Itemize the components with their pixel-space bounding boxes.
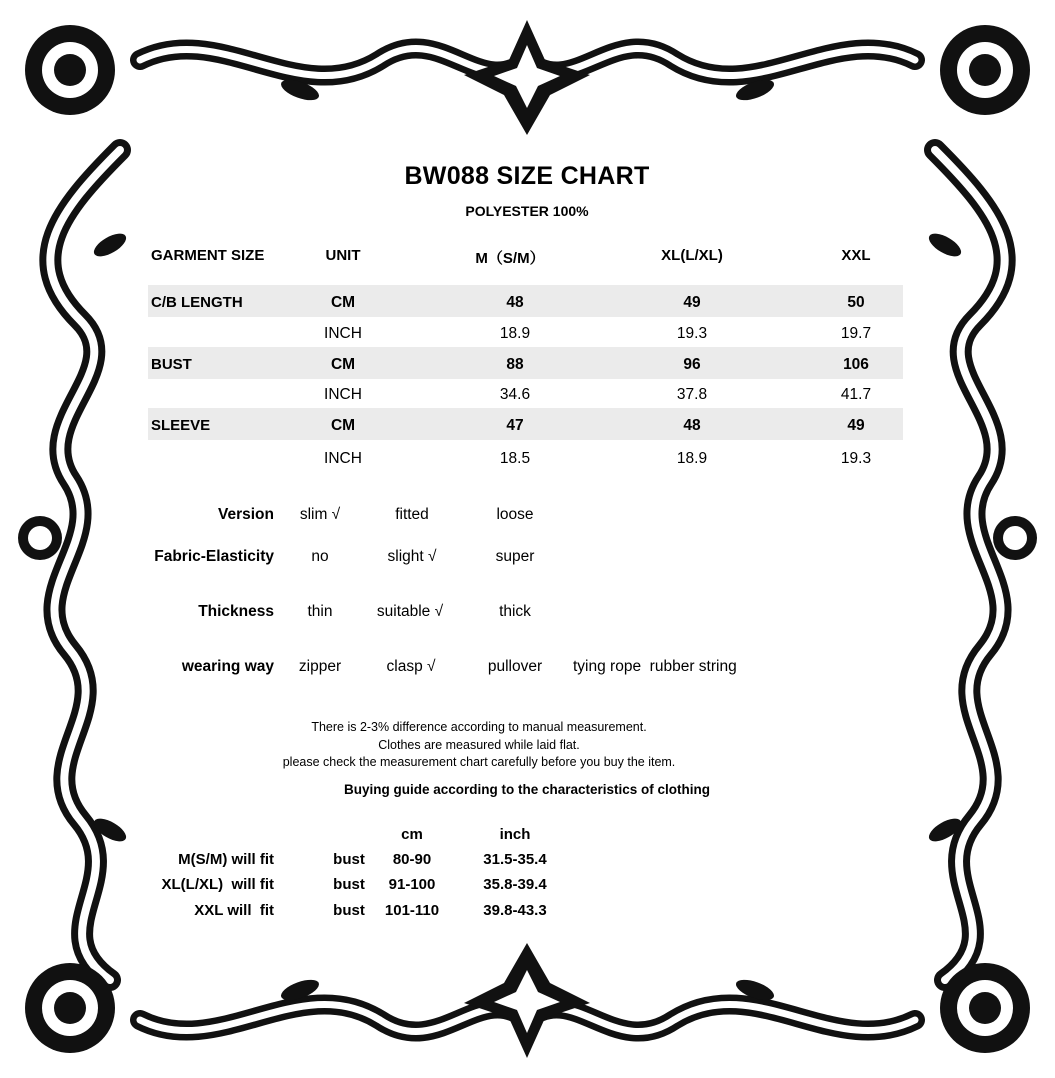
right-border-scroll <box>935 150 1005 980</box>
guide-row-part: bust <box>333 902 365 919</box>
chart-title: BW088 SIZE CHART <box>404 162 650 190</box>
buying-guide-title: Buying guide according to the characteristics of clothing <box>343 782 711 797</box>
attr-option: pullover <box>487 658 543 675</box>
table-row-shade <box>148 347 903 379</box>
note-line: Clothes are measured while laid flat. <box>378 738 580 752</box>
guide-header-inch: inch <box>499 826 531 843</box>
table-cell-unit: INCH <box>324 450 362 467</box>
table-cell: 19.7 <box>840 325 872 342</box>
attr-option: loose <box>496 506 534 523</box>
attr-option: clasp √ <box>386 658 436 675</box>
table-cell-unit: CM <box>330 417 356 434</box>
row-label-cb-length: C/B LENGTH <box>151 294 243 311</box>
table-cell: 48 <box>506 294 524 311</box>
attr-label-wearing-way: wearing way <box>181 658 274 675</box>
table-cell: 49 <box>847 417 865 434</box>
attr-option: suitable √ <box>376 603 444 620</box>
table-cell: 19.3 <box>840 450 872 467</box>
header-unit: UNIT <box>325 247 361 264</box>
table-cell: 19.3 <box>676 325 708 342</box>
attr-label-fabric-elasticity: Fabric-Elasticity <box>154 548 274 565</box>
attr-label-version: Version <box>218 506 274 523</box>
table-cell: 18.5 <box>499 450 531 467</box>
row-label-bust: BUST <box>151 356 192 373</box>
guide-row-label: XL(L/XL) will fit <box>161 876 274 893</box>
table-cell: 49 <box>683 294 701 311</box>
table-cell: 18.9 <box>676 450 708 467</box>
attr-option: fitted <box>395 506 429 523</box>
guide-row-label: XXL will fit <box>194 902 274 919</box>
guide-row-part: bust <box>333 851 365 868</box>
guide-row-inch: 35.8-39.4 <box>483 876 547 893</box>
table-cell-unit: CM <box>330 294 356 311</box>
table-cell: 106 <box>843 356 869 373</box>
attr-option: super <box>495 548 535 565</box>
guide-row-cm: 80-90 <box>392 851 432 868</box>
table-cell: 47 <box>506 417 524 434</box>
table-row-shade <box>148 285 903 317</box>
guide-row-cm: 91-100 <box>388 876 436 893</box>
note-line: There is 2-3% difference according to manual measurement. <box>311 720 647 734</box>
row-label-sleeve: SLEEVE <box>151 417 211 434</box>
attr-option: thick <box>499 603 531 620</box>
header-size-xxl: XXL <box>841 247 871 264</box>
guide-row-inch: 39.8-43.3 <box>483 902 547 919</box>
left-border-scroll <box>50 150 120 980</box>
table-cell: 48 <box>683 417 701 434</box>
table-cell: 37.8 <box>676 386 708 403</box>
attr-option: slight √ <box>387 548 437 565</box>
table-cell: 18.9 <box>499 325 531 342</box>
guide-row-part: bust <box>333 876 365 893</box>
attr-option: slim √ <box>299 506 341 523</box>
table-cell-unit: INCH <box>324 386 362 403</box>
attr-option: zipper <box>298 658 342 675</box>
guide-row-label: M(S/M) will fit <box>178 851 274 868</box>
table-row-shade <box>148 408 903 440</box>
table-cell: 34.6 <box>499 386 531 403</box>
attr-option: thin <box>307 603 333 620</box>
header-size-xl: XL(L/XL) <box>661 247 723 264</box>
attr-label-thickness: Thickness <box>198 603 274 620</box>
table-cell: 88 <box>506 356 524 373</box>
guide-row-cm: 101-110 <box>384 902 440 919</box>
guide-header-cm: cm <box>401 826 423 843</box>
attr-option: no <box>311 548 329 565</box>
note-line: please check the measurement chart carefully before you buy the item. <box>282 755 676 769</box>
header-garment-size: GARMENT SIZE <box>151 247 265 264</box>
table-cell: 50 <box>847 294 865 311</box>
material-subtitle: POLYESTER 100% <box>465 203 589 219</box>
attr-option: tying rope rubber string <box>573 658 737 675</box>
table-cell: 96 <box>683 356 701 373</box>
table-cell: 41.7 <box>840 386 872 403</box>
header-size-m: M（S/M） <box>475 250 545 267</box>
table-cell-unit: CM <box>330 356 356 373</box>
table-cell-unit: INCH <box>324 325 362 342</box>
guide-row-inch: 31.5-35.4 <box>483 851 547 868</box>
